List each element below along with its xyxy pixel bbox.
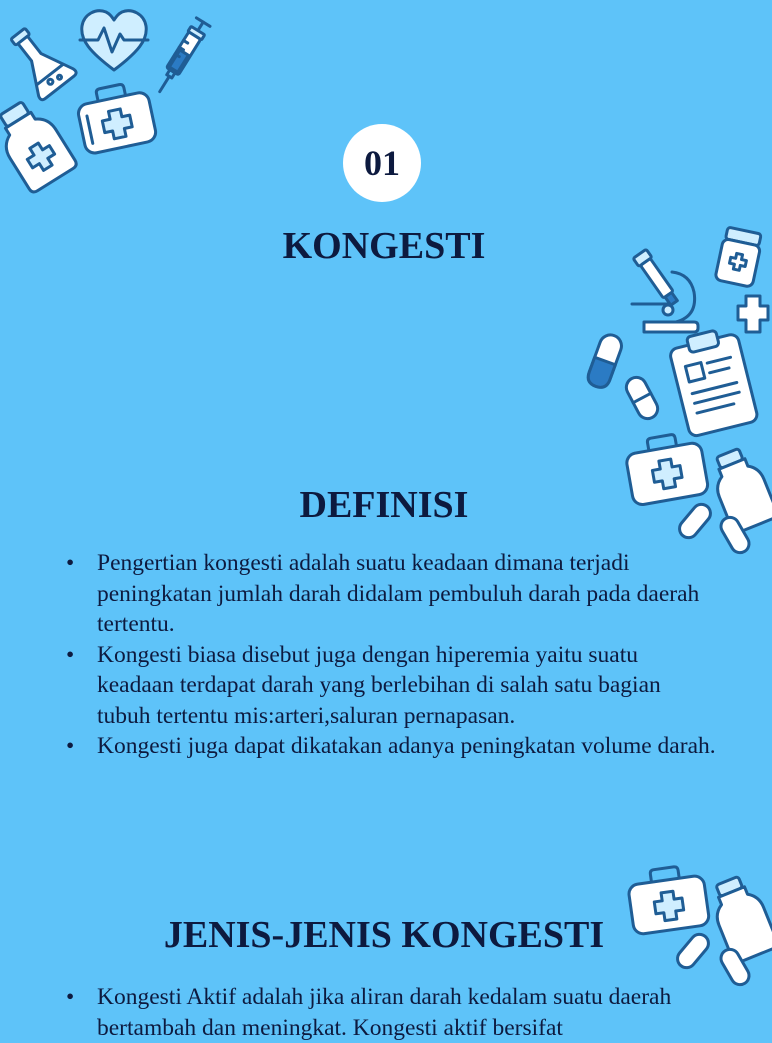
bullet-glyph: • [66,984,75,1010]
list-item [66,731,716,762]
list-item [66,982,716,1043]
page-title: KONGESTI [282,225,486,267]
capsule-icon [584,330,626,392]
jenis-list [66,982,716,1043]
definisi-list [66,548,716,762]
jenis-heading: JENIS-JENIS KONGESTI [163,914,605,956]
list-item-text: Kongesti biasa disebut juga dengan hiperemia yaitu suatu keadaan terdapat darah yang berlebihan di salah satu bagian tubuh tertentu mis:arteri,saluran pernapasan. [97,641,661,729]
bullet-glyph: • [66,641,75,668]
section-number-badge [343,124,421,202]
heart-pulse-icon [76,4,152,76]
list-item-text: Pengertian kongesti adalah suatu keadaan dimana terjadi peningkatan jumlah darah didalam pembuluh darah pada daerah tertentu. [97,550,700,637]
definisi-heading: DEFINISI [299,484,469,526]
list-item-text: Kongesti Aktif adalah jika aliran darah kedalam suatu daerah bertambah dan meningkat. Kongesti aktif bersifat [97,984,672,1041]
list-item [66,640,716,732]
bullet-glyph: • [66,733,75,759]
section-number: 01 [364,143,400,183]
clipboard-icon [664,326,764,438]
pill-icon [622,372,662,424]
medicine-bottle-icon [0,96,76,192]
list-item [66,548,716,640]
flask-icon [4,22,76,102]
medical-kit-icon [70,80,162,156]
bullet-glyph: • [66,550,75,576]
list-item-text: Kongesti juga dapat dikatakan adanya peningkatan volume darah. [97,733,716,759]
